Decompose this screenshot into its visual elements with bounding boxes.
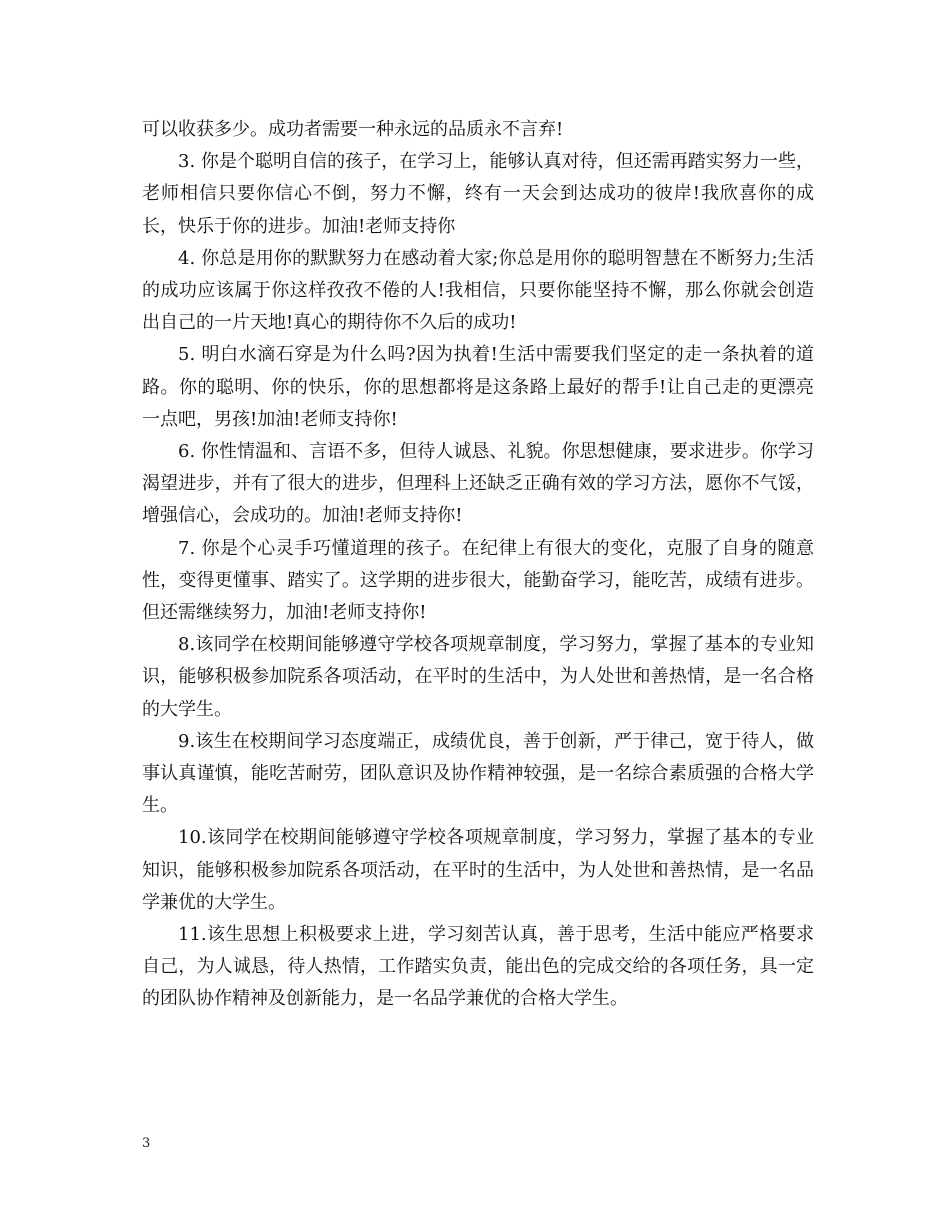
paragraph-item-3: 3. 你是个聪明自信的孩子，在学习上，能够认真对待，但还需再踏实努力一些，老师相信只要你信心不倒，努力不懈，终有一天会到达成功的彼岸!我欣喜你的成长，快乐于你的进步。加油!老师支持你 xyxy=(142,151,814,237)
paragraph-item-11: 11.该生思想上积极要求上进，学习刻苦认真，善于思考，生活中能应严格要求自己，为人诚恳，待人热情，工作踏实负责，能出色的完成交给的各项任务，具一定的团队协作精神及创新能力，是一名品学兼优的合格大学生。 xyxy=(142,924,814,1010)
paragraph-continuation: 可以收获多少。成功者需要一种永远的品质永不言弃! xyxy=(142,119,564,140)
page-number: 3 xyxy=(142,1136,151,1151)
paragraph-item-6: 6. 你性情温和、言语不多，但待人诚恳、礼貌。你思想健康，要求进步。你学习渴望进步，并有了很大的进步，但理科上还缺乏正确有效的学习方法，愿你不气馁，增强信心，会成功的。加油!老师支持你! xyxy=(142,441,814,527)
paragraph-item-7: 7. 你是个心灵手巧懂道理的孩子。在纪律上有很大的变化，克服了自身的随意性，变得更懂事、踏实了。这学期的进步很大，能勤奋学习，能吃苦，成绩有进步。但还需继续努力，加油!老师支持你! xyxy=(142,537,814,624)
paragraph-item-8: 8.该同学在校期间能够遵守学校各项规章制度，学习努力，掌握了基本的专业知识，能够积极参加院系各项活动，在平时的生活中，为人处世和善热情，是一名合格的大学生。 xyxy=(142,634,814,720)
paragraph-item-9: 9.该生在校期间学习态度端正，成绩优良，善于创新，严于律己，宽于待人，做事认真谨慎，能吃苦耐劳，团队意识及协作精神较强，是一名综合素质强的合格大学生。 xyxy=(142,730,814,817)
paragraph-item-10: 10.该同学在校期间能够遵守学校各项规章制度，学习努力，掌握了基本的专业知识，能够积极参加院系各项活动，在平时的生活中，为人处世和善热情，是一名品学兼优的大学生。 xyxy=(142,827,814,913)
page-content xyxy=(142,114,814,1016)
paragraph-item-5: 5. 明白水滴石穿是为什么吗?因为执着!生活中需要我们坚定的走一条执着的道路。你的聪明、你的快乐，你的思想都将是这条路上最好的帮手!让自己走的更漂亮一点吧，男孩!加油!老师支持你! xyxy=(142,344,814,430)
paragraph-item-4: 4. 你总是用你的默默努力在感动着大家;你总是用你的聪明智慧在不断努力;生活的成功应该属于你这样孜孜不倦的人!我相信，只要你能坚持不懈，那么你就会创造出自己的一片天地!真心的期待你不久后的成功! xyxy=(142,247,814,334)
